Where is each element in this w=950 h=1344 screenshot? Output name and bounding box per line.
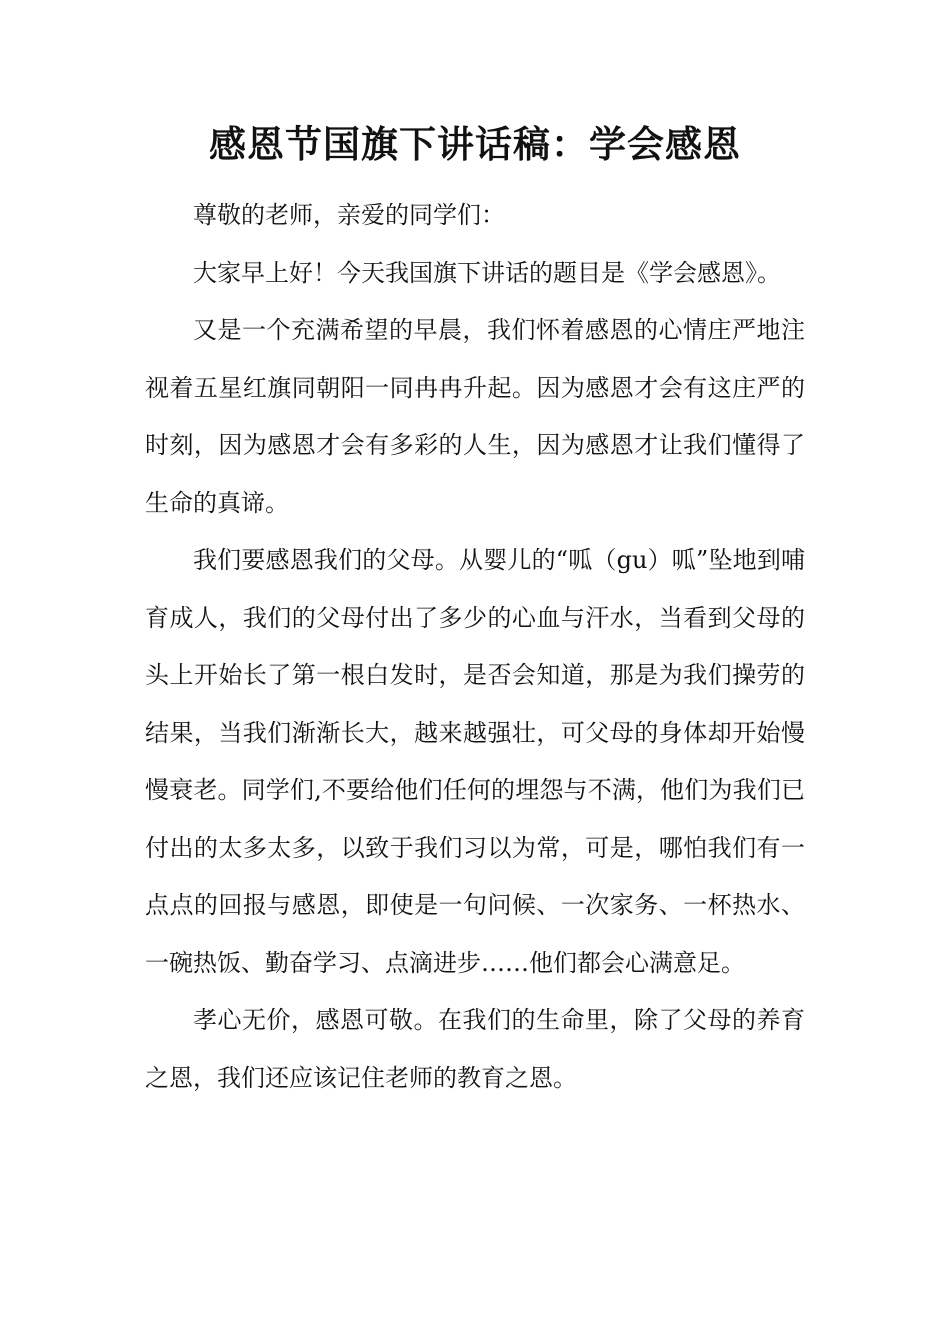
document-body: [145, 187, 805, 1107]
body-paragraph: 孝心无价，感恩可敬。在我们的生命里，除了父母的养育之恩，我们还应该记住老师的教育之恩。: [145, 1006, 805, 1092]
body-paragraph: 又是一个充满希望的早晨，我们怀着感恩的心情庄严地注视着五星红旗同朝阳一同冉冉升起。因为感恩才会有这庄严的时刻，因为感恩才会有多彩的人生，因为感恩才让我们懂得了生命的真谛。: [145, 316, 805, 517]
document-title: 感恩节国旗下讲话稿：学会感恩: [209, 122, 741, 166]
body-paragraph: 我们要感恩我们的父母。从婴儿的“呱（gu）呱”坠地到哺育成人，我们的父母付出了多少的心血与汗水，当看到父母的头上开始长了第一根白发时，是否会知道，那是为我们操劳的结果，当我们渐渐长大，越来越强壮，可父母的身体却开始慢慢衰老。同学们,不要给他们任何的埋怨与不满，他们为我们已付出的太多太多，以致于我们习以为常，可是，哪怕我们有一点点的回报与感恩，即使是一句问候、一次家务、一杯热水、一碗热饭、勤奋学习、点滴进步……他们都会心满意足。: [145, 546, 805, 977]
greeting-paragraph: 大家早上好！今天我国旗下讲话的题目是《学会感恩》。: [193, 258, 781, 287]
salutation-paragraph: 尊敬的老师，亲爱的同学们：: [193, 201, 505, 229]
